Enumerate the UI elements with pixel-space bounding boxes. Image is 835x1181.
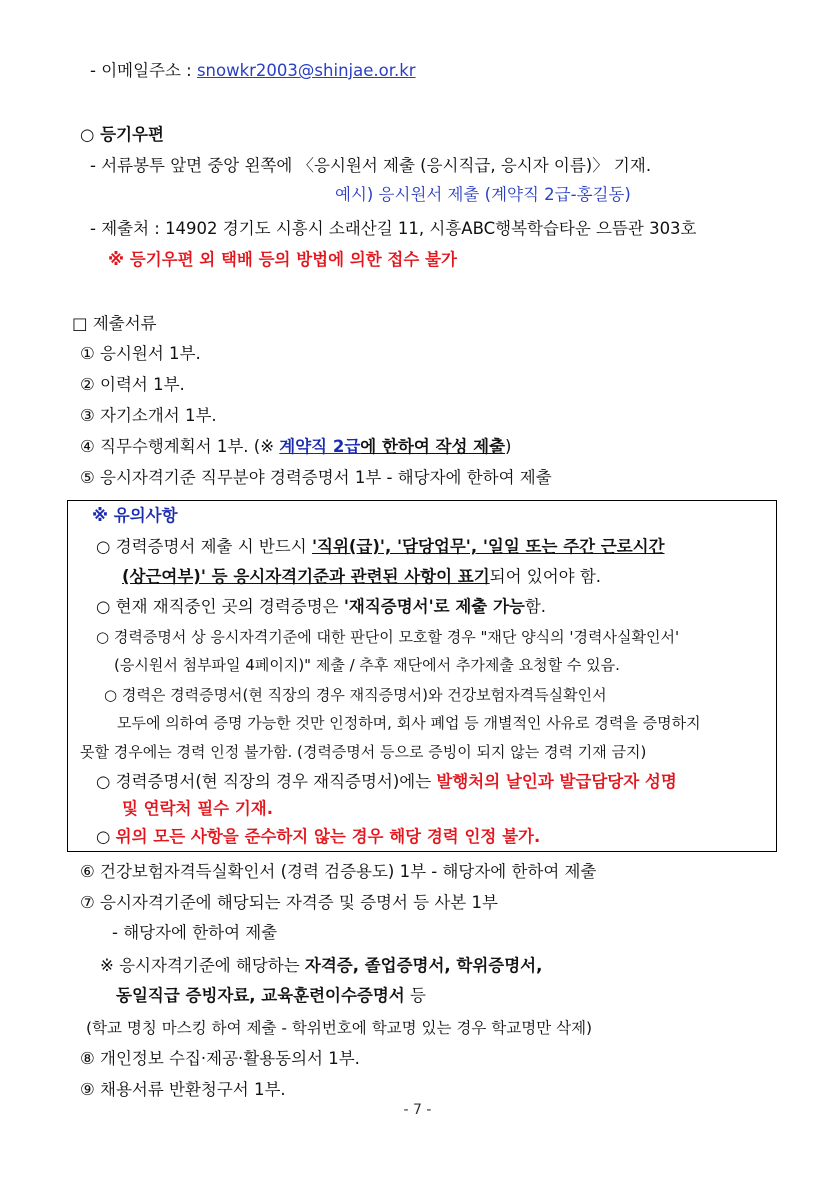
doc-item-6: ⑥ 건강보험자격득실확인서 (경력 검증용도) 1부 - 해당자에 한하여 제출 bbox=[80, 862, 597, 881]
notice-item-1-text: ○ 경력증명서 제출 시 반드시 bbox=[96, 537, 312, 556]
doc-item-7-note-text: ※ 응시자격기준에 해당하는 bbox=[100, 956, 305, 975]
notice-item-1-end: 되어 있어야 함. bbox=[489, 567, 602, 586]
doc-item-4 bbox=[80, 436, 511, 458]
notice-item-2 bbox=[96, 596, 546, 618]
notice-item-5-emphasis: 발행처의 날인과 발급담당자 성명 bbox=[436, 772, 677, 791]
page-number: - 7 - bbox=[403, 1102, 432, 1118]
notice-item-3: ○ 경력증명서 상 응시자격기준에 대한 판단이 모호할 경우 "재단 양식의 '경력사실확인서' bbox=[96, 628, 680, 646]
notice-item-1 bbox=[96, 536, 665, 558]
doc-item-4-close: ) bbox=[505, 437, 512, 456]
registered-mail-warning: ※ 등기우편 외 택배 등의 방법에 의한 접수 불가 bbox=[108, 250, 457, 269]
doc-item-7-note-end: 등 bbox=[404, 986, 426, 1005]
registered-mail-address: - 제출처 : 14902 경기도 시흥시 소래산길 11, 시흥ABC행복학습타운 으뜸관 303호 bbox=[90, 219, 697, 238]
notice-item-1-emphasis: '직위(급)', '담당업무', '일일 또는 주간 근로시간 bbox=[311, 537, 665, 556]
doc-item-8: ⑧ 개인정보 수집·제공·활용동의서 1부. bbox=[80, 1049, 360, 1068]
registered-mail-instruction: - 서류봉투 앞면 중앙 왼쪽에 〈응시원서 제출 (응시직급, 응시자 이름)〉 기재. bbox=[90, 156, 652, 175]
notice-item-2-text: ○ 현재 재직중인 곳의 경력증명은 bbox=[96, 597, 344, 616]
notice-item-1-cont bbox=[122, 566, 601, 588]
doc-item-3: ③ 자기소개서 1부. bbox=[80, 406, 217, 425]
doc-item-5: ⑤ 응시자격기준 직무분야 경력증명서 1부 - 해당자에 한하여 제출 bbox=[80, 468, 552, 487]
registered-mail-heading: ○ 등기우편 bbox=[80, 125, 164, 144]
email-link[interactable]: snowkr2003@shinjae.or.kr bbox=[196, 61, 416, 80]
doc-item-1: ① 응시원서 1부. bbox=[80, 344, 201, 363]
notice-item-2-end: 함. bbox=[524, 597, 547, 616]
doc-item-2: ② 이력서 1부. bbox=[80, 375, 185, 394]
doc-item-7-note-cont bbox=[116, 985, 426, 1007]
notice-item-6-bullet: ○ bbox=[96, 827, 116, 846]
notice-title: ※ 유의사항 bbox=[92, 506, 178, 525]
doc-item-9: ⑨ 채용서류 반환청구서 1부. bbox=[80, 1080, 286, 1099]
notice-item-3-cont: (응시원서 첨부파일 4페이지)" 제출 / 추후 재단에서 추가제출 요청할 수 있음. bbox=[114, 656, 620, 674]
notice-item-5 bbox=[96, 771, 677, 793]
doc-item-7-note bbox=[100, 955, 542, 977]
doc-item-7-note-emphasis-2: 동일직급 증빙자료, 교육훈련이수증명서 bbox=[116, 986, 405, 1005]
notice-item-6-emphasis: 위의 모든 사항을 준수하지 않는 경우 해당 경력 인정 불가. bbox=[115, 827, 541, 846]
notice-item-6 bbox=[96, 826, 540, 848]
doc-item-4-limit: 에 한하여 작성 제출 bbox=[360, 437, 506, 456]
doc-item-7-sub: - 해당자에 한하여 제출 bbox=[112, 923, 278, 942]
notice-item-4-cont: 모두에 의하여 증명 가능한 것만 인정하며, 회사 폐업 등 개별적인 사유로 경력을 증명하지 bbox=[117, 714, 701, 732]
email-line bbox=[90, 60, 416, 82]
notice-item-2-emphasis: '재직증명서'로 제출 가능 bbox=[343, 597, 525, 616]
registered-mail-example: 예시) 응시원서 제출 (계약직 2급-홍길동) bbox=[335, 185, 631, 204]
doc-item-4-text: ④ 직무수행계획서 1부. (※ bbox=[80, 437, 280, 456]
documents-heading: □ 제출서류 bbox=[72, 314, 157, 333]
notice-item-5-cont: 및 연락처 필수 기재. bbox=[122, 799, 274, 818]
doc-item-7: ⑦ 응시자격기준에 해당되는 자격증 및 증명서 등 사본 1부 bbox=[80, 893, 498, 912]
notice-item-5-text: ○ 경력증명서(현 직장의 경우 재직증명서)에는 bbox=[96, 772, 437, 791]
email-label: - 이메일주소 : bbox=[90, 61, 197, 80]
notice-item-4: ○ 경력은 경력증명서(현 직장의 경우 재직증명서)와 건강보험자격득실확인서 bbox=[104, 686, 607, 704]
doc-item-4-contract: 계약직 2급 bbox=[279, 437, 361, 456]
notice-item-1-emphasis-2: (상근여부)' 등 응시자격기준과 관련된 사항이 표기 bbox=[122, 567, 490, 586]
doc-item-7-mask: (학교 명칭 마스킹 하여 제출 - 학위번호에 학교명 있는 경우 학교명만 삭제) bbox=[86, 1019, 593, 1037]
doc-item-7-note-emphasis: 자격증, 졸업증명서, 학위증명서, bbox=[304, 956, 543, 975]
notice-item-4-cont-2: 못할 경우에는 경력 인정 불가함. (경력증명서 등으로 증빙이 되지 않는 경력 기재 금지) bbox=[80, 743, 647, 761]
